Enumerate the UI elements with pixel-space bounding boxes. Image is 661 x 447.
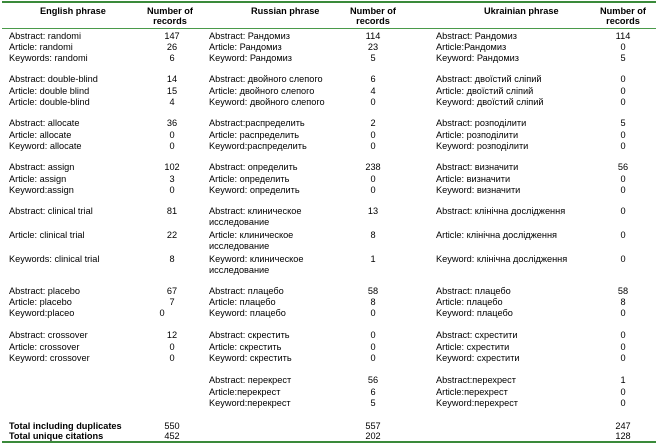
russian-count: 8 — [370, 297, 376, 307]
ukrainian-count: 0 — [620, 230, 626, 240]
header-russian: Russian phrase — [251, 6, 320, 16]
ukrainian-count: 0 — [620, 308, 626, 318]
ukrainian-count: 0 — [620, 330, 626, 340]
english-count: 12 — [166, 330, 178, 340]
header-records-2b: records — [356, 16, 390, 26]
ukrainian-count: 0 — [620, 342, 626, 352]
english-phrase: Abstract: randomi — [9, 31, 81, 41]
english-phrase: Article: placebo — [9, 297, 72, 307]
header-records-2a: Number of — [350, 6, 396, 16]
russian-count: 238 — [365, 162, 381, 172]
english-count: 81 — [166, 206, 178, 216]
ukrainian-count: 8 — [620, 297, 626, 307]
ukrainian-count: 0 — [620, 141, 626, 151]
english-phrase: Keyword:placeo — [9, 308, 75, 318]
english-phrase: Article: clinical trial — [9, 230, 85, 240]
russian-phrase: Abstract:распределить — [209, 118, 305, 128]
russian-phrase: Keyword:перекрест — [209, 398, 291, 408]
english-count: 8 — [169, 254, 175, 264]
ukrainian-count: 0 — [620, 74, 626, 84]
total-russian: 557 — [365, 421, 381, 431]
ukrainian-count: 0 — [620, 130, 626, 140]
ukrainian-phrase: Keyword: двоїстий сліпий — [436, 97, 544, 107]
header-records-1a: Number of — [147, 6, 193, 16]
russian-phrase: Article: двойного слепого — [209, 86, 315, 96]
english-count: 0 — [169, 185, 175, 195]
ukrainian-phrase: Keyword:перехрест — [436, 398, 519, 408]
english-phrase: Keyword: allocate — [9, 141, 82, 151]
ukrainian-count: 58 — [617, 286, 629, 296]
top-rule — [2, 1, 656, 3]
ukrainian-phrase: Abstract: схрестити — [436, 330, 518, 340]
total-label: Total unique citations — [9, 431, 104, 441]
english-phrase: Keywords: clinical trial — [9, 254, 100, 264]
english-count: 0 — [169, 141, 175, 151]
english-count: 14 — [166, 74, 178, 84]
english-phrase: Article: crossover — [9, 342, 80, 352]
english-phrase: Abstract: placebo — [9, 286, 80, 296]
russian-phrase-cont: исследование — [209, 241, 270, 251]
english-count: 26 — [166, 42, 178, 52]
english-phrase: Abstract: assign — [9, 162, 75, 172]
russian-count: 0 — [370, 342, 376, 352]
russian-count: 5 — [370, 398, 376, 408]
ukrainian-count: 0 — [620, 387, 626, 397]
russian-count: 0 — [370, 141, 376, 151]
ukrainian-phrase: Article: клінічна дослідження — [436, 230, 557, 240]
header-records-3a: Number of — [600, 6, 646, 16]
russian-phrase: Keyword: клиническое — [209, 254, 304, 264]
english-phrase: Abstract: clinical trial — [9, 206, 93, 216]
ukrainian-count: 0 — [620, 254, 626, 264]
english-phrase: Abstract: allocate — [9, 118, 80, 128]
english-count: 3 — [169, 174, 175, 184]
russian-count: 0 — [370, 185, 376, 195]
ukrainian-phrase: Article:Рандомиз — [436, 42, 507, 52]
ukrainian-count: 0 — [620, 174, 626, 184]
english-count: 15 — [166, 86, 178, 96]
russian-phrase-cont: исследование — [209, 265, 270, 275]
ukrainian-phrase: Article: двоїстий сліпий — [436, 86, 534, 96]
russian-count: 0 — [370, 130, 376, 140]
english-phrase: Keyword: crossover — [9, 353, 90, 363]
russian-count: 6 — [370, 387, 376, 397]
ukrainian-count: 0 — [620, 97, 626, 107]
english-count: 147 — [164, 31, 180, 41]
total-ukrainian: 128 — [615, 431, 631, 441]
ukrainian-count: 0 — [620, 86, 626, 96]
russian-count: 5 — [370, 53, 376, 63]
english-count: 22 — [166, 230, 178, 240]
russian-phrase: Abstract: определить — [209, 162, 298, 172]
english-phrase: Article: allocate — [9, 130, 72, 140]
russian-phrase: Keyword: двойного слепого — [209, 97, 325, 107]
russian-phrase: Article: распределить — [209, 130, 300, 140]
ukrainian-phrase: Article:перехрест — [436, 387, 508, 397]
russian-count: 2 — [370, 118, 376, 128]
header-records-3b: records — [606, 16, 640, 26]
english-count: 0 — [169, 130, 175, 140]
russian-count: 23 — [367, 42, 379, 52]
ukrainian-phrase: Abstract:перехрест — [436, 375, 516, 385]
ukrainian-phrase: Keyword: розподілити — [436, 141, 529, 151]
ukrainian-count: 114 — [615, 31, 631, 41]
ukrainian-phrase: Article: плацебо — [436, 297, 503, 307]
russian-phrase: Abstract: Рандомиз — [209, 31, 290, 41]
ukrainian-phrase: Keyword: схрестити — [436, 353, 520, 363]
english-count: 7 — [169, 297, 175, 307]
english-count: 0 — [169, 353, 175, 363]
english-phrase: Abstract: double-blind — [9, 74, 98, 84]
russian-count: 8 — [370, 230, 376, 240]
ukrainian-count: 0 — [620, 353, 626, 363]
header-records-1b: records — [153, 16, 187, 26]
russian-phrase: Abstract: скрестить — [209, 330, 290, 340]
russian-phrase: Article: Рандомиз — [209, 42, 282, 52]
english-count: 0 — [159, 308, 165, 318]
ukrainian-phrase: Keyword: визначити — [436, 185, 521, 195]
russian-phrase: Keyword:распределить — [209, 141, 307, 151]
english-phrase: Abstract: crossover — [9, 330, 88, 340]
russian-phrase: Article:перекрест — [209, 387, 281, 397]
english-count: 0 — [169, 342, 175, 352]
english-phrase: Article: double blind — [9, 86, 90, 96]
ukrainian-phrase: Keyword: Рандомиз — [436, 53, 519, 63]
english-phrase: Article: randomi — [9, 42, 73, 52]
english-count: 4 — [169, 97, 175, 107]
total-ukrainian: 247 — [615, 421, 631, 431]
russian-phrase: Abstract: плацебо — [209, 286, 284, 296]
russian-count: 0 — [370, 97, 376, 107]
ukrainian-count: 56 — [617, 162, 629, 172]
russian-count: 6 — [370, 74, 376, 84]
russian-count: 58 — [367, 286, 379, 296]
ukrainian-count: 0 — [620, 185, 626, 195]
ukrainian-phrase: Article: визначити — [436, 174, 511, 184]
ukrainian-phrase: Abstract: визначити — [436, 162, 519, 172]
english-phrase: Keyword:assign — [9, 185, 74, 195]
english-phrase: Article: double-blind — [9, 97, 90, 107]
total-label: Total including duplicates — [9, 421, 122, 431]
russian-count: 0 — [370, 308, 376, 318]
ukrainian-phrase: Abstract: клінічна дослідження — [436, 206, 566, 216]
english-phrase: Keywords: randomi — [9, 53, 88, 63]
ukrainian-phrase: Article: схрестити — [436, 342, 510, 352]
ukrainian-phrase: Abstract: двоїстий сліпий — [436, 74, 542, 84]
ukrainian-count: 1 — [620, 375, 626, 385]
russian-phrase: Article: определить — [209, 174, 290, 184]
russian-phrase: Abstract: перекрест — [209, 375, 292, 385]
ukrainian-count: 5 — [620, 118, 626, 128]
header-english: English phrase — [40, 6, 106, 16]
ukrainian-count: 0 — [620, 42, 626, 52]
russian-count: 56 — [367, 375, 379, 385]
russian-phrase: Article: плацебо — [209, 297, 276, 307]
english-count: 67 — [166, 286, 178, 296]
english-count: 102 — [164, 162, 180, 172]
russian-phrase: Abstract: двойного слепого — [209, 74, 323, 84]
ukrainian-phrase: Keyword: клінічна дослідження — [436, 254, 568, 264]
russian-phrase: Keyword: скрестить — [209, 353, 292, 363]
ukrainian-phrase: Article: розподілити — [436, 130, 519, 140]
russian-count: 1 — [370, 254, 376, 264]
russian-count: 0 — [370, 174, 376, 184]
russian-phrase: Article: клиническое — [209, 230, 294, 240]
english-count: 6 — [169, 53, 175, 63]
russian-count: 0 — [370, 330, 376, 340]
english-phrase: Article: assign — [9, 174, 67, 184]
russian-count: 4 — [370, 86, 376, 96]
russian-phrase: Keyword: определить — [209, 185, 300, 195]
russian-count: 0 — [370, 353, 376, 363]
total-english: 550 — [164, 421, 180, 431]
header-rule — [2, 28, 656, 29]
russian-count: 13 — [367, 206, 379, 216]
ukrainian-count: 0 — [620, 398, 626, 408]
russian-phrase: Article: скрестить — [209, 342, 282, 352]
russian-phrase: Keyword: Рандомиз — [209, 53, 292, 63]
ukrainian-phrase: Abstract: Рандомиз — [436, 31, 517, 41]
total-english: 452 — [164, 431, 180, 441]
russian-phrase-cont: исследование — [209, 217, 270, 227]
russian-phrase: Keyword: плацебо — [209, 308, 286, 318]
ukrainian-phrase: Abstract: розподілити — [436, 118, 527, 128]
ukrainian-count: 5 — [620, 53, 626, 63]
ukrainian-count: 0 — [620, 206, 626, 216]
english-count: 36 — [166, 118, 178, 128]
ukrainian-phrase: Keyword: плацебо — [436, 308, 513, 318]
total-russian: 202 — [365, 431, 381, 441]
header-ukrainian: Ukrainian phrase — [484, 6, 559, 16]
russian-count: 114 — [365, 31, 381, 41]
russian-phrase: Abstract: клиническое — [209, 206, 302, 216]
ukrainian-phrase: Abstract: плацебо — [436, 286, 511, 296]
